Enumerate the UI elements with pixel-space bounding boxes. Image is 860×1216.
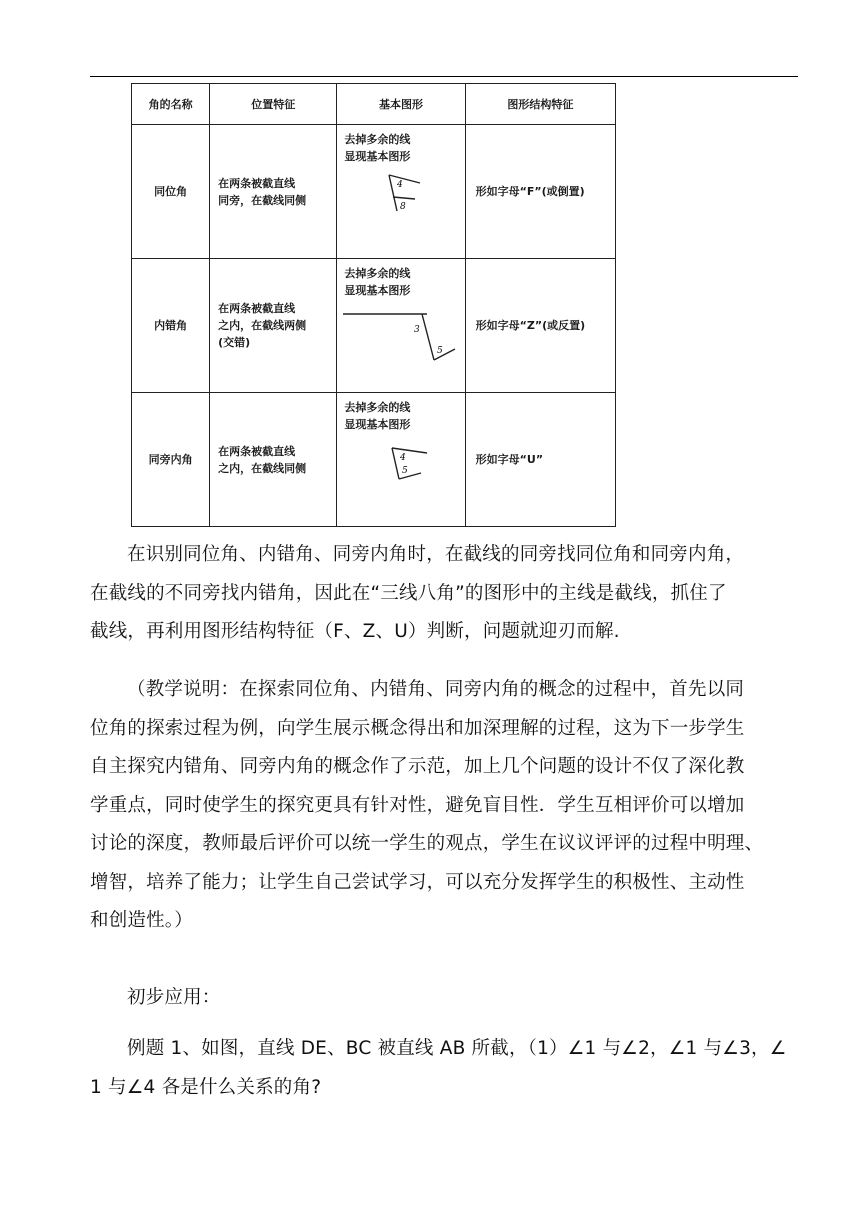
- svg-text:4: 4: [400, 453, 407, 463]
- position-feature: 在两条被截直线 同旁，在截线同侧: [210, 125, 337, 259]
- svg-text:3: 3: [414, 325, 421, 335]
- basic-figure-cell: [337, 125, 465, 259]
- header-rule: [90, 76, 798, 77]
- table-row: [132, 259, 616, 393]
- figure-caption: 去掉多余的线 显现基本图形: [344, 267, 411, 297]
- table-header-row: [132, 84, 616, 125]
- z-shape-figure: [337, 259, 465, 392]
- svg-text:8: 8: [400, 202, 407, 212]
- figure-caption: 去掉多余的线 显现基本图形: [344, 401, 411, 431]
- f-shape-figure: [337, 125, 465, 258]
- u-shape-figure: [337, 393, 465, 526]
- svg-text:5: 5: [402, 466, 409, 476]
- header-cell: 位置特征: [210, 84, 337, 125]
- table-row: [132, 125, 616, 259]
- table-row: [132, 393, 616, 527]
- angle-name: 同位角: [132, 125, 210, 259]
- svg-text:4: 4: [397, 180, 404, 190]
- header-cell: 角的名称: [132, 84, 210, 125]
- angle-name: 同旁内角: [132, 393, 210, 527]
- angle-name: 内错角: [132, 259, 210, 393]
- paragraph-initial-application: 初步应用：: [127, 987, 221, 1008]
- position-feature: 在两条被截直线 之内，在截线两侧 (交错): [210, 259, 337, 393]
- header-cell: 图形结构特征: [465, 84, 615, 125]
- header-cell: 基本图形: [337, 84, 465, 125]
- position-feature: 在两条被截直线 之内，在截线同侧: [210, 393, 337, 527]
- structure-feature: 形如字母“U”: [465, 393, 615, 527]
- paragraph-identification: 在识别同位角、内错角、同旁内角时，在截线的同旁找同位角和同旁内角， 在截线的不同旁找内错角，因此在“三线八角”的图形中的主线是截线，抓住了 截线，再利用图形结构特征（F、Z、U）判断，问题就迎刃而解.: [90, 544, 745, 642]
- structure-feature: 形如字母“F”(或倒置): [465, 125, 615, 259]
- basic-figure-cell: [337, 393, 465, 527]
- angle-types-table: [131, 83, 616, 527]
- figure-caption: 去掉多余的线 显现基本图形: [344, 133, 411, 163]
- paragraph-example-1: 例题 1、如图，直线 DE、BC 被直线 AB 所截，（1）∠1 与∠2，∠1 与∠3，∠ 1 与∠4 各是什么关系的角?: [90, 1038, 787, 1098]
- svg-text:5: 5: [437, 346, 444, 356]
- structure-feature: 形如字母“Z”(或反置): [465, 259, 615, 393]
- basic-figure-cell: [337, 259, 465, 393]
- paragraph-teaching-note: （教学说明：在探索同位角、内错角、同旁内角的概念的过程中，首先以同 位角的探索过程为例，向学生展示概念得出和加深理解的过程，这为下一步学生 自主探究内错角、同旁内角的概念作了示范，加上几个问题的设计不仅了深化教 学重点，同时使学生的探究更具有针对性，避免盲目性．学生互相评价可以增加 讨论的深度，教师最后评价可以统一学生的观点，学生在议议评评的过程中明理、 增智，培养了能力；让学生自己尝试学习，可以充分发挥学生的积极性、主动性 和创造性。）: [90, 679, 764, 931]
